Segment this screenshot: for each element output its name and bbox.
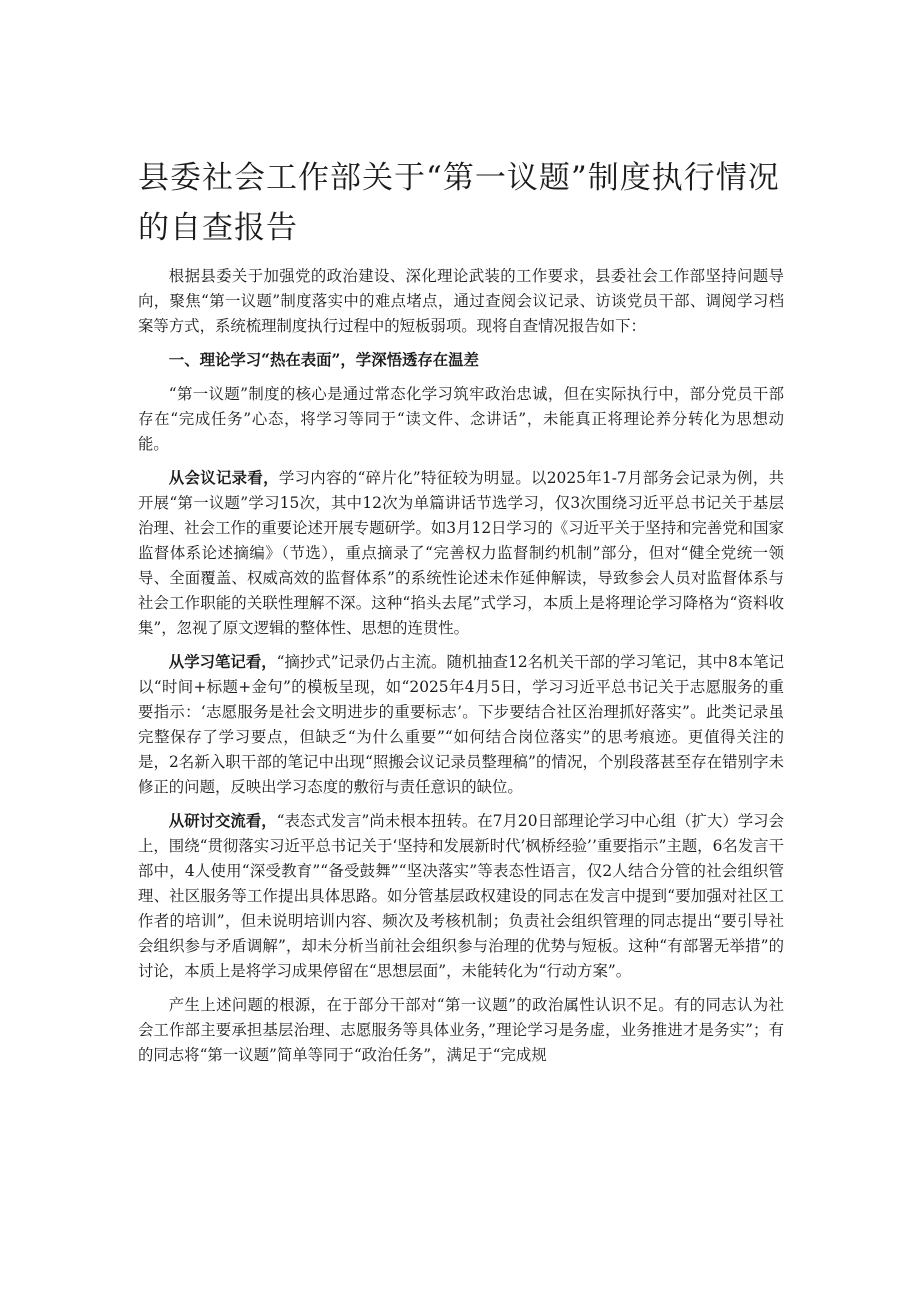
paragraph: [138, 650, 784, 800]
paragraph: [138, 809, 784, 984]
paragraph-lead: 从会议记录看，: [168, 469, 279, 487]
document-title: 县委社会工作部关于“第一议题”制度执行情况的自查报告: [138, 159, 780, 246]
paragraph-text: “摘抄式”记录仍占主流。随机抽查12名机关干部的学习笔记，其中8本笔记以“时间+标题+金句”的模板呈现，如“2025年4月5日，学习习近平总书记关于志愿服务的重要指示：‘志愿服务是社会文明进步的重要标志’。下步要结合社区治理抓好落实”。此类记录虽完整保存了学习要点，但缺乏“为什么重要”“如何结合岗位落实”的思考痕迹。更值得关注的是，2名新入职干部的笔记中出现“照搬会议记录员整理稿”的情况，个别段落甚至存在错别字未修正的问题，反映出学习态度的敷衍与责任意识的缺位。: [138, 653, 784, 796]
intro-paragraph: 根据县委关于加强党的政治建设、深化理论武装的工作要求，县委社会工作部坚持问题导向，聚焦“第一议题”制度落实中的难点堵点，通过查阅会议记录、访谈党员干部、调阅学习档案等方式，系统梳理制度执行过程中的短板弱项。现将自查情况报告如下：: [138, 267, 784, 335]
paragraph: 产生上述问题的根源，在于部分干部对“第一议题”的政治属性认识不足。有的同志认为社会工作部主要承担基层治理、志愿服务等具体业务，”理论学习是务虚，业务推进才是务实”；有的同志将“第一议题”简单等同于“政治任务”，满足于“完成规: [138, 996, 784, 1064]
paragraph: “第一议题”制度的核心是通过常态化学习筑牢政治忠诚，但在实际执行中，部分党员干部存在“完成任务”心态，将学习等同于“读文件、念讲话”，未能真正将理论养分转化为思想动能。: [138, 385, 784, 453]
paragraph-text: “表态式发言”尚未根本扭转。在7月20日部理论学习中心组（扩大）学习会上，围绕“贯彻落实习近平总书记关于‘坚持和发展新时代’枫桥经验’’重要指示”主题，6名发言干部中，4人使用“深受教育”“备受鼓舞”“坚决落实”等表态性语言，仅2人结合分管的社会组织管理、社区服务等工作提出具体思路。如分管基层政权建设的同志在发言中提到“要加强对社区工作者的培训”，但未说明培训内容、频次及考核机制；负责社会组织管理的同志提出“要引导社会组织参与矛盾调解”，却未分析当前社会组织参与治理的优势与短板。这种“有部署无举措”的讨论，本质上是将学习成果停留在“思想层面”，未能转化为“行动方案”。: [138, 812, 784, 980]
document-body: [138, 264, 784, 1077]
paragraph: [138, 466, 784, 641]
paragraph-text: 学习内容的“碎片化”特征较为明显。以2025年1-7月部务会记录为例，共开展“第一议题”学习15次，其中12次为单篇讲话节选学习，仅3次围绕习近平总书记关于基层治理、社会工作的重要论述开展专题研学。如3月12日学习的《习近平关于坚持和完善党和国家监督体系论述摘编》（节选），重点摘录了“完善权力监督制约机制”部分，但对“健全党统一领导、全面覆盖、权威高效的监督体系”的系统性论述未作延伸解读，导致参会人员对监督体系与社会工作职能的关联性理解不深。这种“掐头去尾”式学习，本质上是将理论学习降格为“资料收集”，忽视了原文逻辑的整体性、思想的连贯性。: [138, 469, 784, 637]
paragraph-lead: 从研讨交流看，: [168, 812, 277, 830]
paragraph-lead: 从学习笔记看，: [168, 653, 277, 671]
section-heading: 一、理论学习“热在表面”，学深悟透存在温差: [168, 351, 479, 369]
